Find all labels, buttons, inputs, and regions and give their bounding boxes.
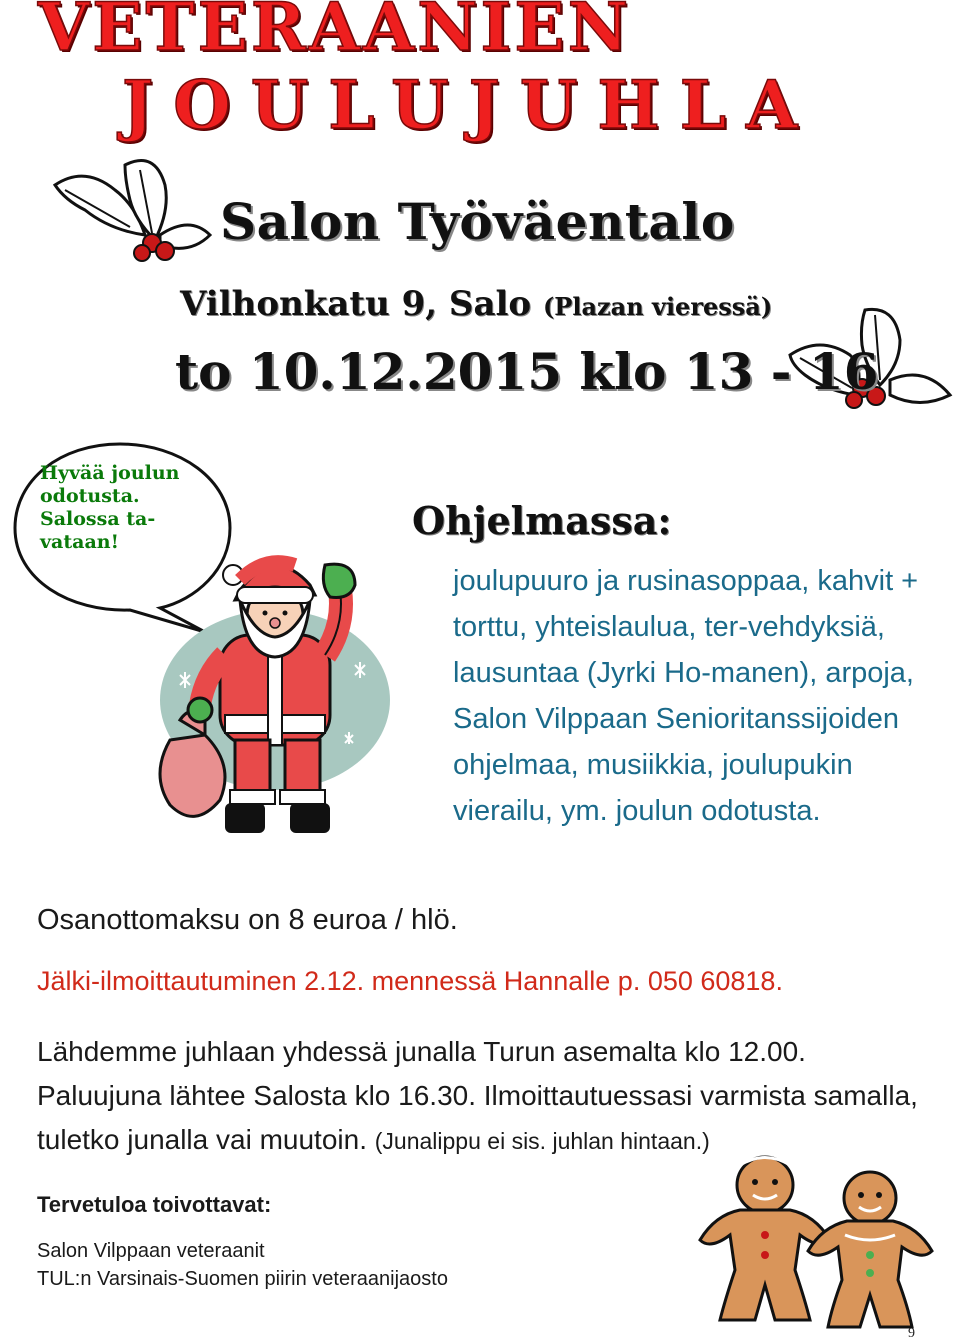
title-line2: JOULUJUHLA — [122, 66, 818, 144]
organizer-2: TUL:n Varsinais-Suomen piirin veteraanijaosto — [37, 1268, 448, 1290]
holly-icon — [40, 145, 215, 265]
venue-name: Salon Työväentalo — [220, 192, 735, 251]
address-main: Vilhonkatu 9, Salo — [180, 284, 532, 324]
program-heading: Ohjelmassa: — [412, 498, 672, 543]
travel-info — [37, 1030, 937, 1163]
santa-icon — [145, 545, 415, 845]
speech-bubble-text: Hyvää joulun odotusta. Salossa ta-vataan! — [40, 462, 180, 553]
travel-note: (Junalippu ei sis. juhlan hintaan.) — [374, 1128, 710, 1154]
page-number: 9 — [908, 1326, 915, 1341]
fee-text: Osanottomaksu on 8 euroa / hlö. — [37, 904, 458, 936]
organizer-1: Salon Vilppaan veteraanit — [37, 1240, 265, 1262]
title-line1: VETERAANIEN — [38, 0, 632, 66]
venue-address — [180, 284, 772, 324]
address-note: (Plazan vieressä) — [542, 292, 773, 321]
gingerbread-icon — [800, 1165, 940, 1335]
registration-deadline: Jälki-ilmoittautuminen 2.12. mennessä Hannalle p. 050 60818. — [37, 966, 783, 996]
event-datetime: to 10.12.2015 klo 13 - 16 — [175, 342, 879, 401]
program-text: joulupuuro ja rusinasoppaa, kahvit + torttu, yhteislaulua, ter-vehdyksiä, lausuntaa (Jyrki Ho-manen), arpoja, Salon Vilppaan Senioritanssijoiden ohjelmaa, musiikkia, joulupukin vierailu, ym. joulun odotusta. — [453, 565, 919, 827]
travel-text: Lähdemme juhlaan yhdessä junalla Turun asemalta klo 12.00. Paluujuna lähtee Salosta klo 16.30. Ilmoittautuessasi varmista samalla, tuletko junalla vai muutoin. — [37, 1036, 918, 1155]
welcome-heading: Tervetuloa toivottavat: — [37, 1192, 272, 1217]
